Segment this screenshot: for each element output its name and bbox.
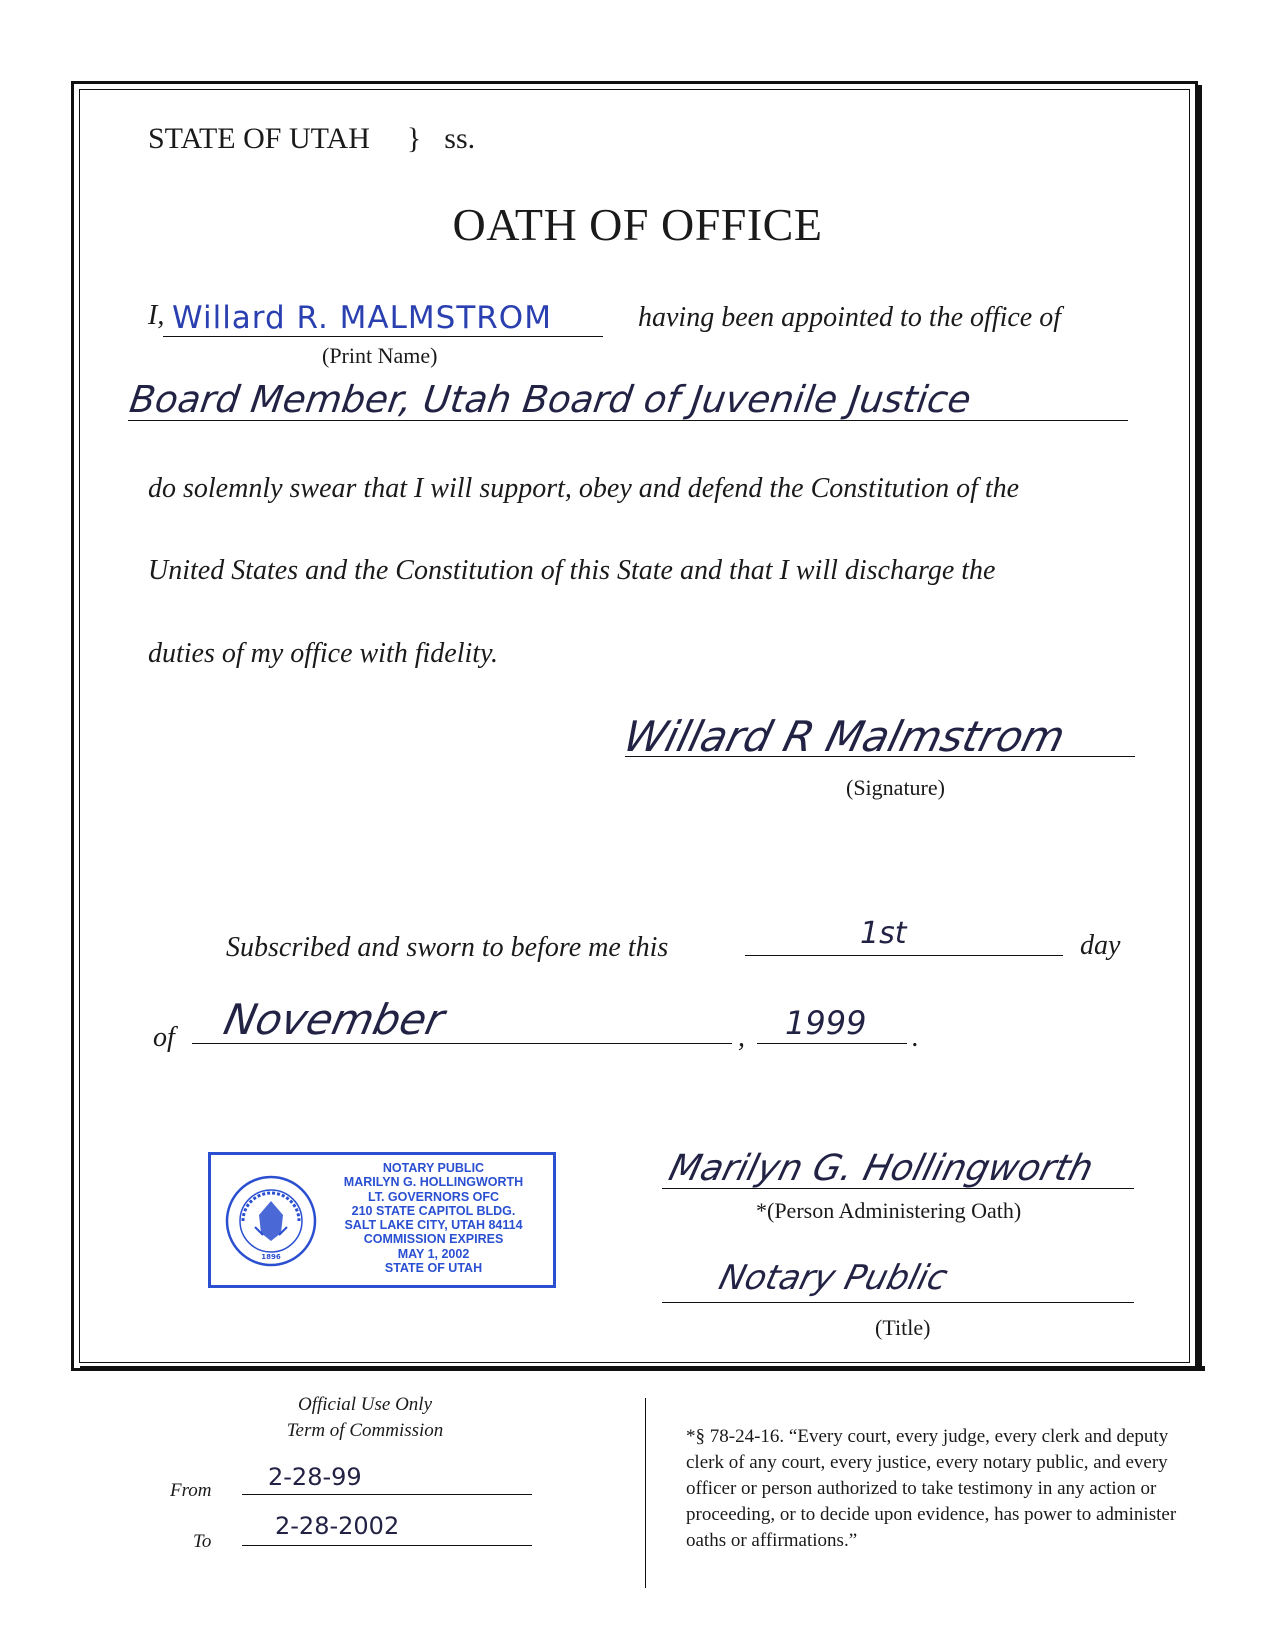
title-line <box>662 1302 1134 1303</box>
i-prefix: I, <box>148 300 165 331</box>
year-line <box>757 1043 907 1044</box>
document-title: OATH OF OFFICE <box>452 199 823 250</box>
to-value: 2-28-2002 <box>275 1512 400 1540</box>
stamp-line: COMMISSION EXPIRES <box>363 1232 504 1247</box>
month-value: November <box>219 995 449 1044</box>
name-line <box>163 336 603 337</box>
to-line <box>242 1545 532 1546</box>
appointed-text: having been appointed to the office of <box>638 302 1062 333</box>
state-seal-icon <box>225 1175 317 1267</box>
day-value: 1st <box>860 916 907 951</box>
of-label: of <box>153 1022 175 1053</box>
date-period: . <box>912 1022 919 1053</box>
section-divider <box>645 1398 646 1588</box>
stamp-line: MARILYN G. HOLLINGWORTH <box>343 1175 524 1190</box>
seal-year: 1896 <box>261 1253 281 1261</box>
official-use-heading: Official Use Only <box>297 1394 433 1415</box>
administrator-caption: *(Person Administering Oath) <box>756 1198 1022 1223</box>
term-of-commission-heading: Term of Commission <box>286 1420 444 1441</box>
border-shadow-right <box>1196 85 1202 1370</box>
statute-footnote: *§ 78-24-16. “Every court, every judge, every clerk and deputy clerk of any court, every justice, every notary public, and every officer or person authorized to take testimony in any action or proceeding, or to decide upon evidence, has power to administer oaths or affirmations.” <box>686 1426 1177 1551</box>
ss-label: ss. <box>444 122 476 155</box>
venue-line <box>148 122 475 156</box>
stamp-line: SALT LAKE CITY, UTAH 84114 <box>344 1218 523 1233</box>
venue-brace: } <box>406 122 422 155</box>
stamp-line: 210 STATE CAPITOL BLDG. <box>351 1203 516 1218</box>
signature-value: Willard R Malmstrom <box>618 712 1070 761</box>
date-comma: , <box>738 1022 745 1053</box>
stamp-line: STATE OF UTAH <box>384 1261 483 1276</box>
state-label: STATE OF UTAH <box>148 122 370 155</box>
stamp-line: MAY 1, 2002 <box>397 1246 470 1261</box>
stamp-line: LT. GOVERNORS OFC <box>367 1189 500 1204</box>
oath-line-3: duties of my office with fidelity. <box>148 638 498 669</box>
stamp-line: NOTARY PUBLIC <box>382 1161 485 1175</box>
administrator-signature-value: Marilyn G. Hollingworth <box>664 1148 1098 1189</box>
oath-line-2: United States and the Constitution of this State and that I will discharge the <box>148 555 996 586</box>
day-label: day <box>1080 930 1121 961</box>
border-shadow-bottom <box>80 1366 1205 1371</box>
to-label: To <box>193 1531 212 1552</box>
year-value: 1999 <box>785 1004 867 1042</box>
print-name-caption: (Print Name) <box>322 343 438 368</box>
notary-stamp-text <box>311 1161 556 1275</box>
title-caption: (Title) <box>875 1315 931 1340</box>
notary-stamp <box>208 1152 556 1288</box>
printed-name-value: Willard R. MALMSTROM <box>172 300 552 336</box>
from-label: From <box>170 1480 212 1501</box>
from-value: 2-28-99 <box>268 1463 362 1491</box>
day-line <box>745 955 1063 956</box>
administrator-title-value: Notary Public <box>715 1258 952 1298</box>
sworn-prefix: Subscribed and sworn to before me this <box>226 932 669 963</box>
from-line <box>242 1494 532 1495</box>
office-value: Board Member, Utah Board of Juvenile Justice <box>126 378 974 421</box>
oath-line-1: do solemnly swear that I will support, obey and defend the Constitution of the <box>148 473 1020 504</box>
signature-caption: (Signature) <box>846 775 945 800</box>
